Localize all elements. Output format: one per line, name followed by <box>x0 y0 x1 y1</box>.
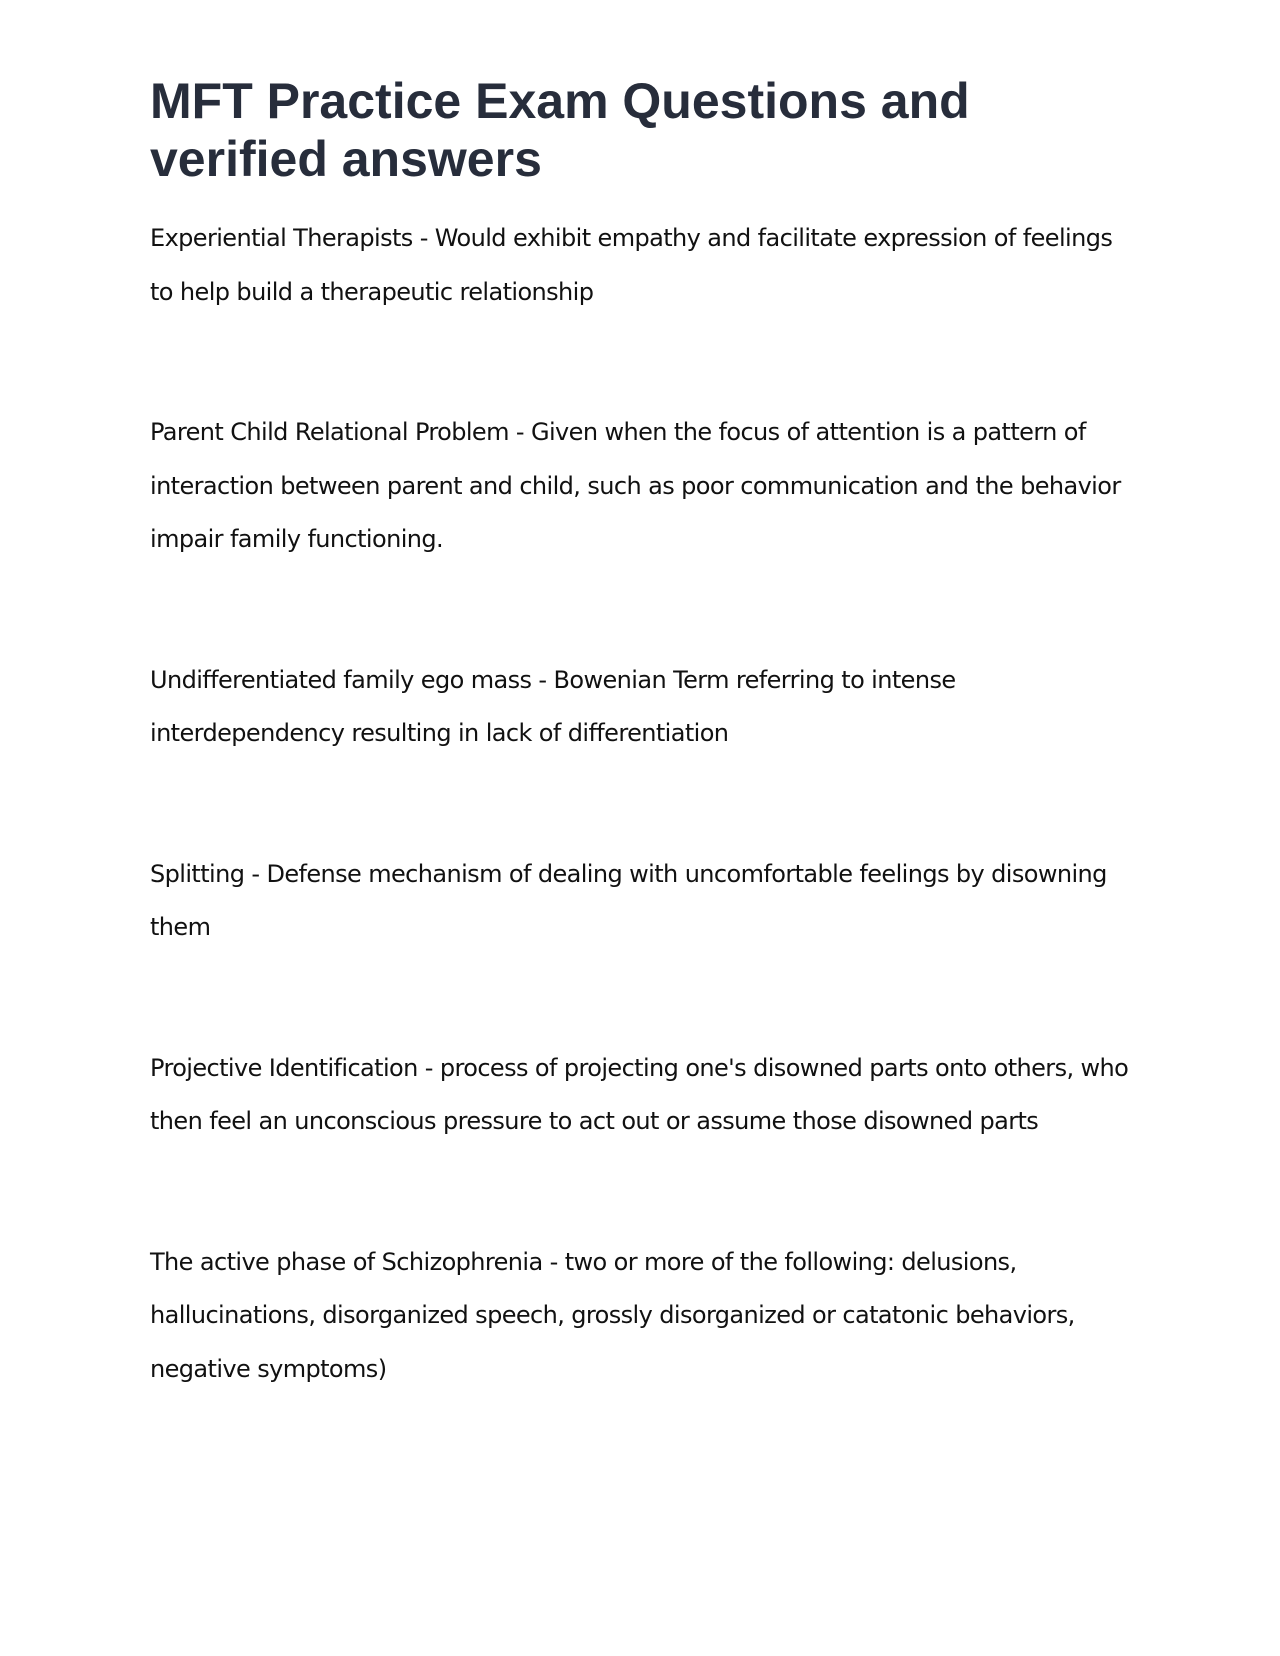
document-title: MFT Practice Exam Questions and verified answers <box>150 73 970 187</box>
qa-entry-active-phase-schizophrenia: The active phase of Schizophrenia - two or more of the following: delusions, hallucinations, disorganized speech, grossly disorganized or catatonic behaviors, negative symptoms) <box>150 1247 1075 1383</box>
qa-entry-projective-identification: Projective Identification - process of projecting one's disowned parts onto others, who then feel an unconscious pressure to act out or assume those disowned parts <box>150 1053 1129 1135</box>
qa-entry-undifferentiated-family-ego-mass: Undifferentiated family ego mass - Bowenian Term referring to intense interdependency resulting in lack of differentiation <box>150 665 956 747</box>
document-content <box>150 72 1140 1483</box>
qa-entry-experiential-therapists: Experiential Therapists - Would exhibit empathy and facilitate expression of feelings to help build a therapeutic relationship <box>150 224 1113 306</box>
qa-entry-splitting: Splitting - Defense mechanism of dealing with uncomfortable feelings by disowning them <box>150 859 1107 941</box>
qa-entry-parent-child-relational-problem: Parent Child Relational Problem - Given when the focus of attention is a pattern of interaction between parent and child, such as poor communication and the behavior impair family functioning. <box>150 418 1121 553</box>
